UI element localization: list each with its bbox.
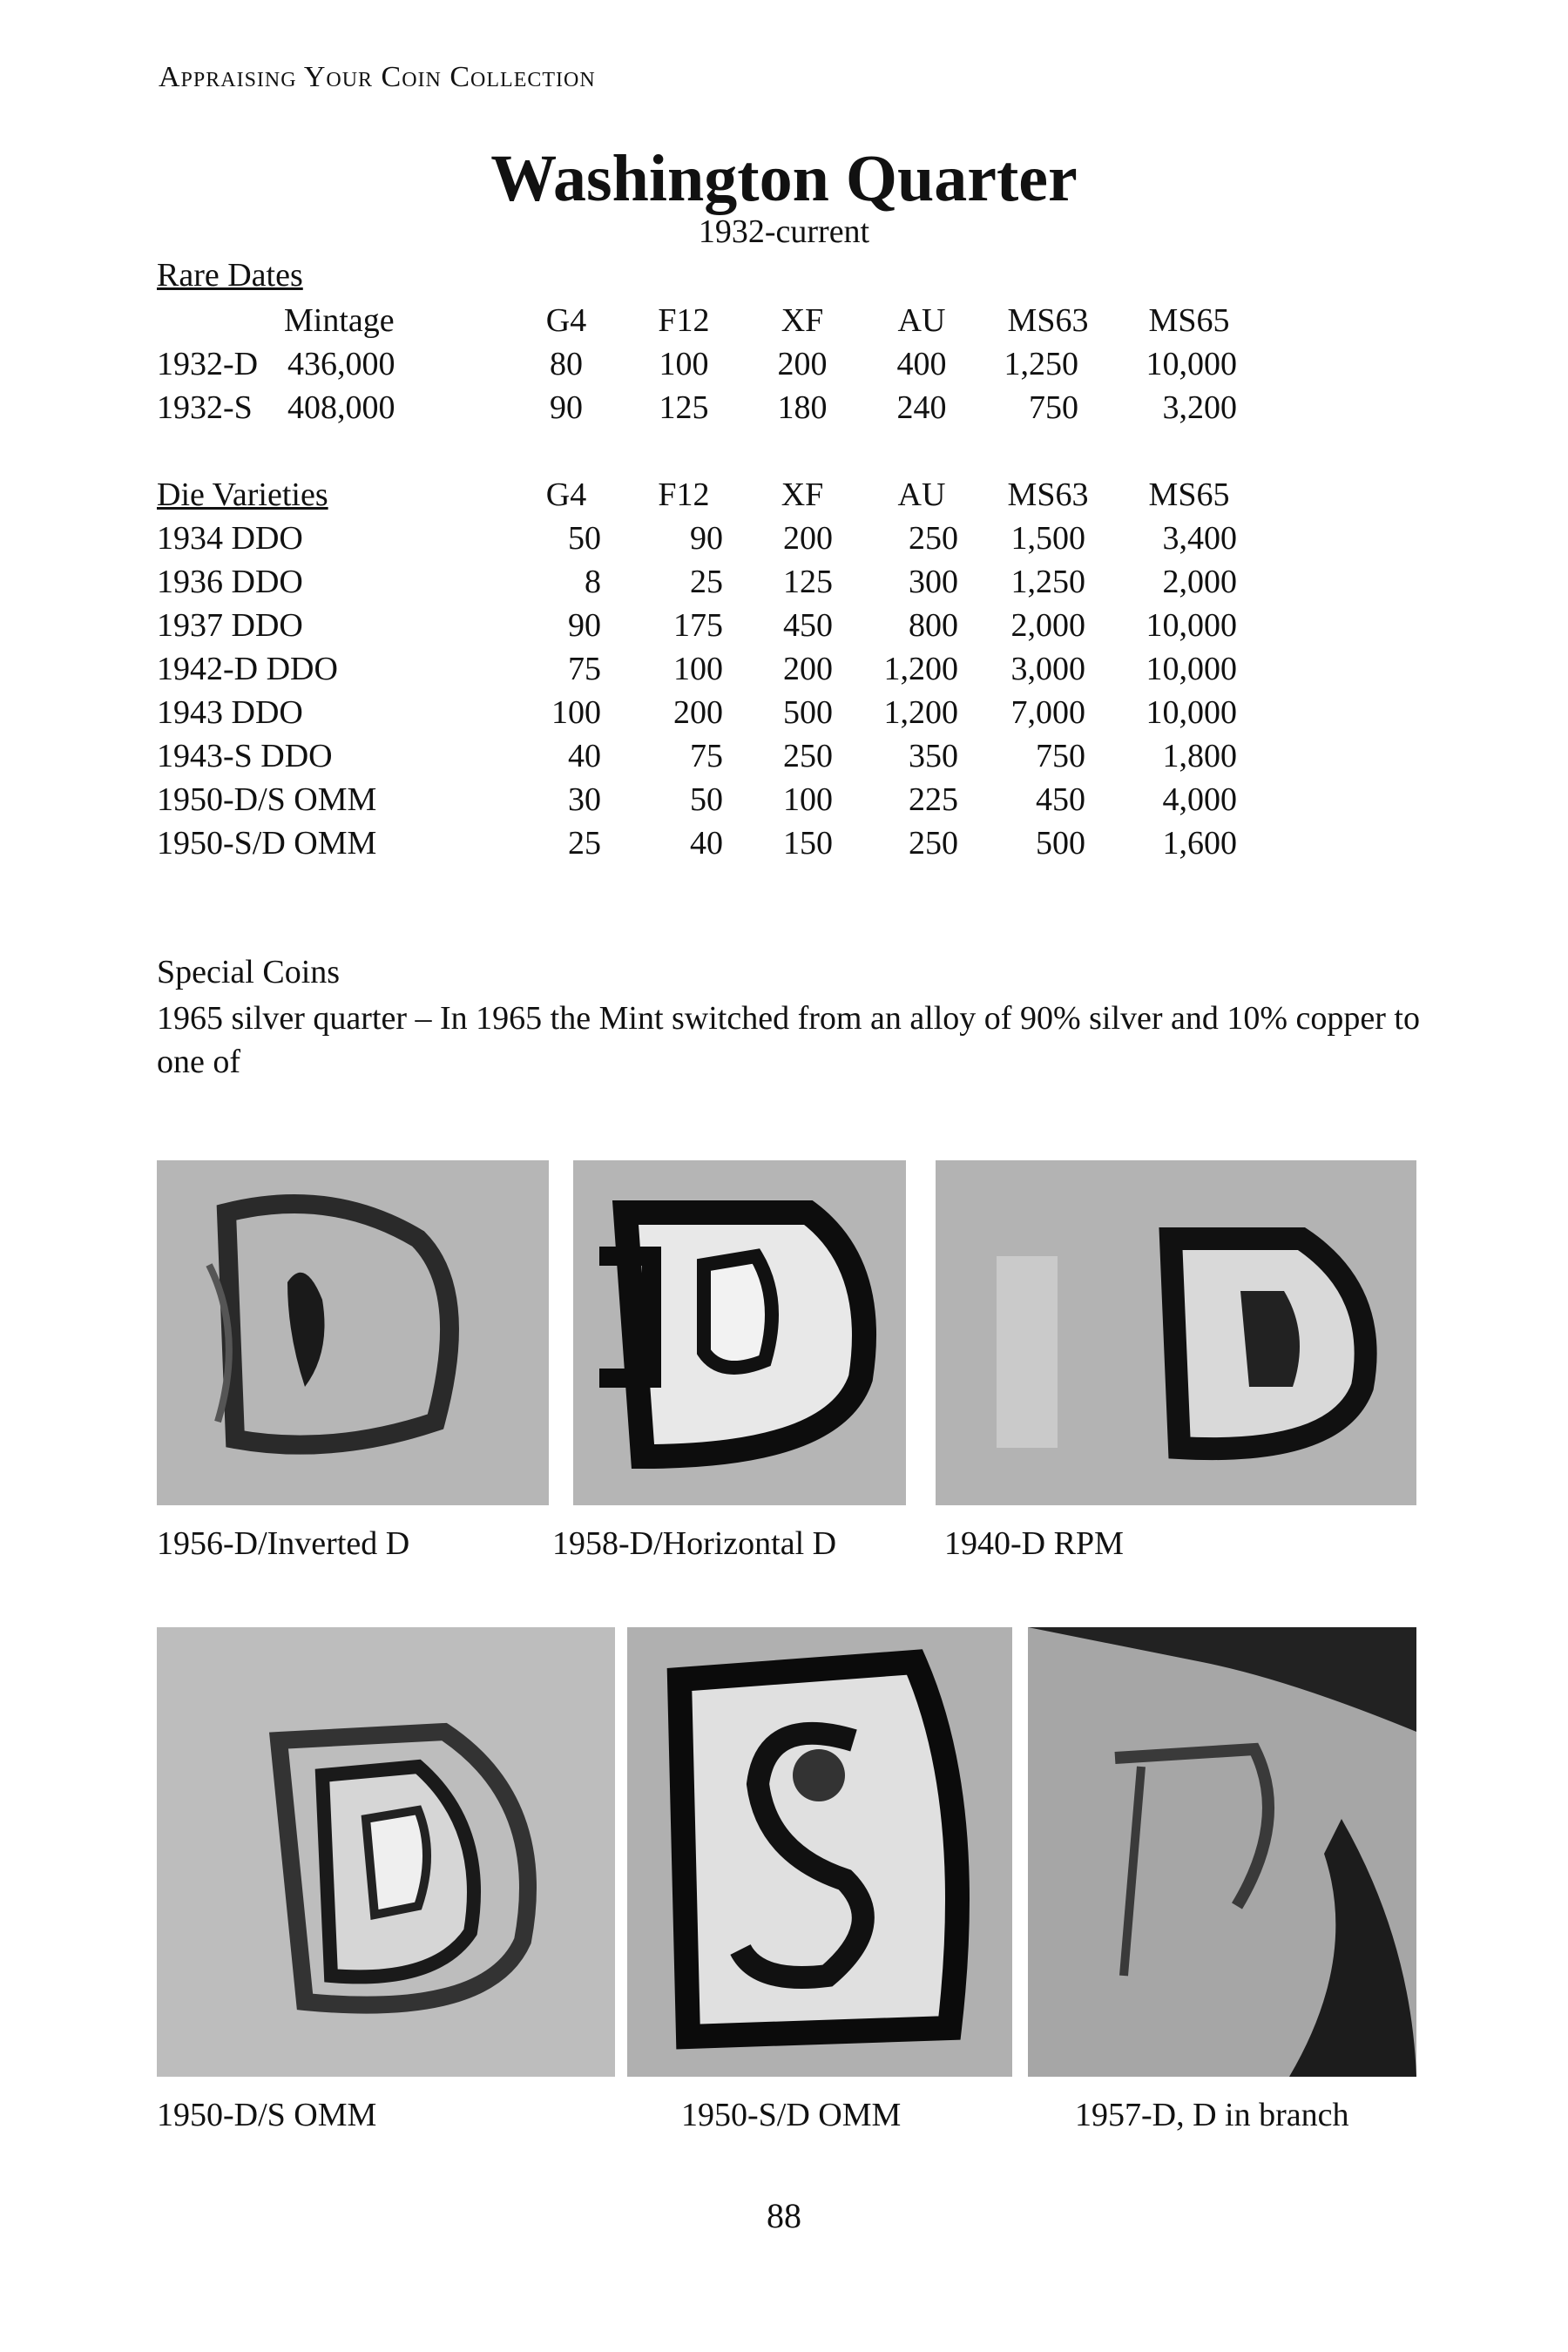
page-subtitle: 1932-current bbox=[698, 213, 870, 250]
row-g4: 50 bbox=[568, 520, 601, 557]
mintmark-d-photo-icon bbox=[1028, 1627, 1416, 2077]
col-header-ms63: MS63 bbox=[1007, 476, 1089, 513]
row-au: 250 bbox=[909, 825, 958, 862]
row-g4: 8 bbox=[585, 564, 601, 600]
row-au: 400 bbox=[896, 346, 947, 382]
row-ms65: 10,000 bbox=[1146, 651, 1237, 687]
row-g4: 30 bbox=[568, 781, 601, 818]
row-variety: 1950-D/S OMM bbox=[157, 781, 377, 818]
row-f12: 200 bbox=[673, 694, 723, 731]
running-header: Appraising Your Coin Collection bbox=[159, 61, 596, 93]
row-variety: 1937 DDO bbox=[157, 607, 303, 644]
row-ms65: 4,000 bbox=[1162, 781, 1237, 818]
row-au: 800 bbox=[909, 607, 958, 644]
photo-caption: 1958-D/Horizontal D bbox=[552, 1525, 837, 1562]
row-xf: 125 bbox=[783, 564, 833, 600]
row-ms63: 450 bbox=[1036, 781, 1085, 818]
die-variety-row bbox=[0, 778, 1568, 821]
die-variety-row bbox=[0, 647, 1568, 691]
row-variety: 1934 DDO bbox=[157, 520, 303, 557]
row-ms65: 10,000 bbox=[1146, 346, 1237, 382]
row-variety: 1936 DDO bbox=[157, 564, 303, 600]
row-ms65: 10,000 bbox=[1146, 694, 1237, 731]
row-xf: 250 bbox=[783, 738, 833, 774]
col-header-ms65: MS65 bbox=[1148, 302, 1230, 339]
row-f12: 40 bbox=[690, 825, 723, 862]
row-ms63: 1,250 bbox=[1010, 564, 1085, 600]
die-varieties-header-row bbox=[0, 473, 1568, 517]
row-f12: 90 bbox=[690, 520, 723, 557]
row-ms63: 750 bbox=[1029, 389, 1078, 426]
row-xf: 200 bbox=[783, 651, 833, 687]
photo-caption: 1956-D/Inverted D bbox=[157, 1525, 410, 1562]
row-f12: 75 bbox=[690, 738, 723, 774]
row-variety: 1950-S/D OMM bbox=[157, 825, 377, 862]
col-header-ms65: MS65 bbox=[1148, 476, 1230, 513]
row-ms63: 1,500 bbox=[1010, 520, 1085, 557]
mintmark-s-photo-icon bbox=[627, 1627, 1012, 2077]
page-number: 88 bbox=[767, 2196, 801, 2235]
row-ms65: 1,800 bbox=[1162, 738, 1237, 774]
row-au: 1,200 bbox=[883, 651, 958, 687]
row-xf: 100 bbox=[783, 781, 833, 818]
special-coins-heading: Special Coins bbox=[157, 954, 341, 990]
col-header-xf: XF bbox=[781, 302, 824, 339]
col-header-xf: XF bbox=[781, 476, 824, 513]
row-xf: 180 bbox=[777, 389, 828, 426]
row-au: 240 bbox=[896, 389, 947, 426]
row-g4: 80 bbox=[550, 346, 583, 382]
row-xf: 150 bbox=[783, 825, 833, 862]
die-varieties-heading: Die Varieties bbox=[157, 476, 328, 513]
col-header-au: AU bbox=[897, 476, 946, 513]
row-variety: 1943-S DDO bbox=[157, 738, 333, 774]
row-ms65: 1,600 bbox=[1162, 825, 1237, 862]
row-au: 350 bbox=[909, 738, 958, 774]
col-header-f12: F12 bbox=[658, 302, 710, 339]
photo-caption: 1957-D, D in branch bbox=[1075, 2097, 1349, 2133]
row-xf: 500 bbox=[783, 694, 833, 731]
row-variety: 1942-D DDO bbox=[157, 651, 338, 687]
mintmark-d-photo-icon bbox=[573, 1160, 906, 1505]
col-header-ms63: MS63 bbox=[1007, 302, 1089, 339]
col-header-au: AU bbox=[897, 302, 946, 339]
die-variety-row bbox=[0, 734, 1568, 778]
die-variety-row bbox=[0, 560, 1568, 604]
row-g4: 75 bbox=[568, 651, 601, 687]
die-variety-row bbox=[0, 517, 1568, 560]
row-g4: 40 bbox=[568, 738, 601, 774]
row-f12: 125 bbox=[659, 389, 709, 426]
die-variety-row bbox=[0, 821, 1568, 865]
row-ms63: 500 bbox=[1036, 825, 1085, 862]
die-variety-row bbox=[0, 604, 1568, 647]
row-g4: 25 bbox=[568, 825, 601, 862]
photo-caption: 1940-D RPM bbox=[944, 1525, 1124, 1562]
row-ms65: 3,200 bbox=[1162, 389, 1237, 426]
row-f12: 25 bbox=[690, 564, 723, 600]
row-date: 1932-S bbox=[157, 389, 253, 426]
row-mintage: 408,000 bbox=[287, 389, 395, 426]
row-mintage: 436,000 bbox=[287, 346, 395, 382]
rare-dates-heading: Rare Dates bbox=[157, 257, 303, 294]
photo-caption: 1950-D/S OMM bbox=[157, 2097, 377, 2133]
row-ms63: 7,000 bbox=[1010, 694, 1085, 731]
rare-dates-row bbox=[0, 342, 1568, 386]
mintmark-d-photo-icon bbox=[936, 1160, 1416, 1505]
mintmark-d-photo-icon bbox=[157, 1160, 549, 1505]
photo-caption: 1950-S/D OMM bbox=[681, 2097, 902, 2133]
row-xf: 450 bbox=[783, 607, 833, 644]
row-g4: 100 bbox=[551, 694, 601, 731]
col-header-g4: G4 bbox=[545, 476, 587, 513]
rare-dates-header-row bbox=[0, 299, 1568, 342]
row-ms65: 10,000 bbox=[1146, 607, 1237, 644]
col-header-f12: F12 bbox=[658, 476, 710, 513]
row-date: 1932-D bbox=[157, 346, 259, 382]
row-f12: 50 bbox=[690, 781, 723, 818]
col-header-g4: G4 bbox=[545, 302, 587, 339]
row-ms65: 2,000 bbox=[1162, 564, 1237, 600]
row-ms63: 750 bbox=[1036, 738, 1085, 774]
row-au: 225 bbox=[909, 781, 958, 818]
row-ms63: 1,250 bbox=[1004, 346, 1078, 382]
row-ms63: 2,000 bbox=[1010, 607, 1085, 644]
row-au: 300 bbox=[909, 564, 958, 600]
row-xf: 200 bbox=[777, 346, 828, 382]
row-variety: 1943 DDO bbox=[157, 694, 303, 731]
row-g4: 90 bbox=[568, 607, 601, 644]
row-f12: 175 bbox=[673, 607, 723, 644]
special-coins-text: 1965 silver quarter – In 1965 the Mint switched from an alloy of 90% silver and 10% copper to one of bbox=[157, 1000, 1420, 1080]
row-f12: 100 bbox=[673, 651, 723, 687]
row-ms63: 3,000 bbox=[1010, 651, 1085, 687]
row-ms65: 3,400 bbox=[1162, 520, 1237, 557]
rare-dates-row bbox=[0, 386, 1568, 429]
row-g4: 90 bbox=[550, 389, 583, 426]
row-xf: 200 bbox=[783, 520, 833, 557]
col-header-mintage: Mintage bbox=[284, 302, 395, 339]
row-f12: 100 bbox=[659, 346, 709, 382]
mintmark-d-photo-icon bbox=[157, 1627, 615, 2077]
row-au: 250 bbox=[909, 520, 958, 557]
row-au: 1,200 bbox=[883, 694, 958, 731]
page-title: Washington Quarter bbox=[490, 142, 1078, 215]
die-variety-row bbox=[0, 691, 1568, 734]
